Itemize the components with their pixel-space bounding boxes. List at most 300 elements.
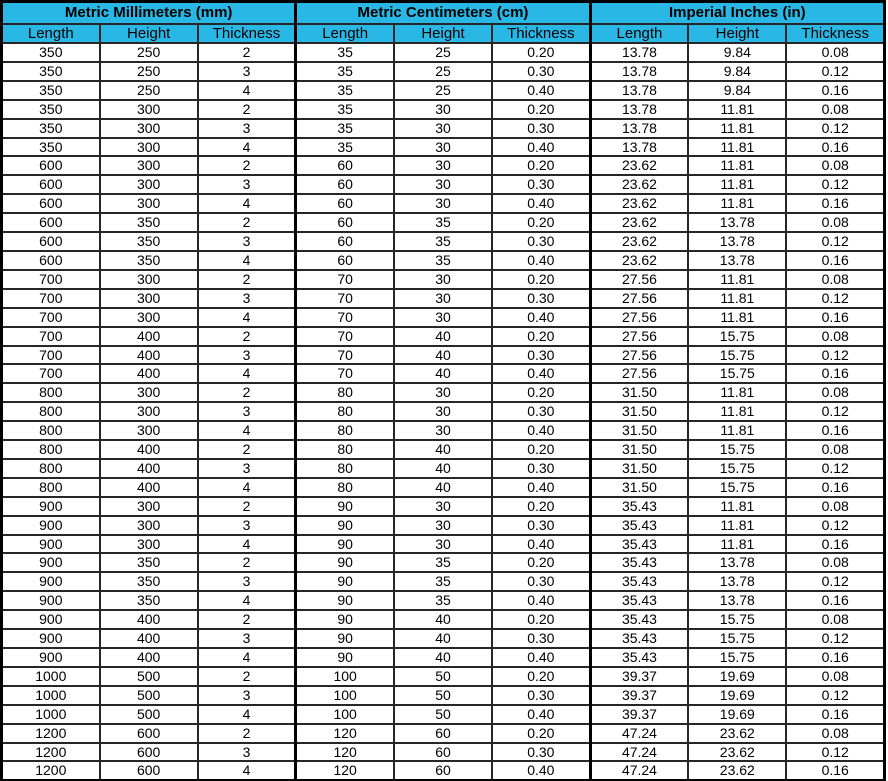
table-cell: 300 xyxy=(100,535,198,554)
table-cell: 0.40 xyxy=(492,251,590,270)
table-cell: 0.20 xyxy=(492,327,590,346)
table-row xyxy=(2,327,885,346)
table-cell: 700 xyxy=(2,364,100,383)
table-cell: 0.40 xyxy=(492,535,590,554)
table-cell: 0.30 xyxy=(492,175,590,194)
table-cell: 30 xyxy=(394,497,492,516)
table-cell: 900 xyxy=(2,516,100,535)
table-row xyxy=(2,743,885,762)
table-row xyxy=(2,761,885,780)
table-cell: 47.24 xyxy=(590,743,688,762)
table-cell: 31.50 xyxy=(590,383,688,402)
table-row xyxy=(2,119,885,138)
table-cell: 19.69 xyxy=(688,667,786,686)
table-cell: 0.40 xyxy=(492,194,590,213)
table-row xyxy=(2,81,885,100)
table-row xyxy=(2,308,885,327)
table-cell: 0.16 xyxy=(786,591,884,610)
table-cell: 11.81 xyxy=(688,194,786,213)
table-cell: 400 xyxy=(100,364,198,383)
table-cell: 0.20 xyxy=(492,724,590,743)
table-cell: 4 xyxy=(198,81,296,100)
table-cell: 2 xyxy=(198,667,296,686)
table-cell: 350 xyxy=(100,572,198,591)
table-cell: 35.43 xyxy=(590,629,688,648)
table-cell: 40 xyxy=(394,346,492,365)
table-cell: 11.81 xyxy=(688,516,786,535)
table-cell: 0.16 xyxy=(786,251,884,270)
table-cell: 1000 xyxy=(2,667,100,686)
table-cell: 11.81 xyxy=(688,156,786,175)
table-cell: 500 xyxy=(100,686,198,705)
table-cell: 400 xyxy=(100,459,198,478)
table-cell: 0.40 xyxy=(492,364,590,383)
table-cell: 350 xyxy=(100,553,198,572)
table-cell: 600 xyxy=(2,251,100,270)
table-cell: 0.08 xyxy=(786,724,884,743)
table-cell: 90 xyxy=(296,591,394,610)
table-cell: 35 xyxy=(296,62,394,81)
table-cell: 300 xyxy=(100,402,198,421)
table-cell: 0.20 xyxy=(492,383,590,402)
table-cell: 40 xyxy=(394,629,492,648)
table-cell: 13.78 xyxy=(590,43,688,62)
table-cell: 0.20 xyxy=(492,100,590,119)
table-row xyxy=(2,553,885,572)
table-cell: 0.16 xyxy=(786,648,884,667)
column-header-mm-thickness: Thickness xyxy=(198,24,296,43)
table-cell: 90 xyxy=(296,497,394,516)
table-cell: 90 xyxy=(296,572,394,591)
table-cell: 4 xyxy=(198,251,296,270)
table-cell: 900 xyxy=(2,572,100,591)
table-cell: 35.43 xyxy=(590,497,688,516)
table-cell: 30 xyxy=(394,383,492,402)
table-cell: 300 xyxy=(100,289,198,308)
table-cell: 47.24 xyxy=(590,724,688,743)
table-row xyxy=(2,289,885,308)
table-cell: 23.62 xyxy=(688,761,786,780)
table-cell: 0.12 xyxy=(786,516,884,535)
table-cell: 70 xyxy=(296,364,394,383)
table-cell: 0.40 xyxy=(492,308,590,327)
table-cell: 0.30 xyxy=(492,629,590,648)
table-row xyxy=(2,705,885,724)
table-cell: 47.24 xyxy=(590,761,688,780)
table-cell: 350 xyxy=(2,119,100,138)
table-cell: 600 xyxy=(100,743,198,762)
table-cell: 0.40 xyxy=(492,648,590,667)
table-cell: 11.81 xyxy=(688,175,786,194)
table-cell: 0.40 xyxy=(492,705,590,724)
table-cell: 800 xyxy=(2,478,100,497)
table-cell: 9.84 xyxy=(688,62,786,81)
table-cell: 30 xyxy=(394,535,492,554)
table-cell: 11.81 xyxy=(688,497,786,516)
table-cell: 35 xyxy=(296,138,394,157)
column-header-row xyxy=(2,24,885,43)
table-cell: 15.75 xyxy=(688,629,786,648)
table-cell: 35.43 xyxy=(590,572,688,591)
table-cell: 300 xyxy=(100,383,198,402)
table-cell: 40 xyxy=(394,459,492,478)
table-cell: 13.78 xyxy=(590,62,688,81)
table-cell: 60 xyxy=(296,251,394,270)
table-cell: 3 xyxy=(198,402,296,421)
table-cell: 2 xyxy=(198,327,296,346)
table-cell: 30 xyxy=(394,156,492,175)
table-cell: 15.75 xyxy=(688,459,786,478)
table-cell: 3 xyxy=(198,119,296,138)
table-cell: 4 xyxy=(198,478,296,497)
table-cell: 23.62 xyxy=(590,232,688,251)
table-cell: 23.62 xyxy=(688,724,786,743)
column-header-mm-length: Length xyxy=(2,24,100,43)
table-cell: 700 xyxy=(2,270,100,289)
table-cell: 350 xyxy=(2,62,100,81)
table-row xyxy=(2,591,885,610)
table-cell: 700 xyxy=(2,327,100,346)
table-cell: 15.75 xyxy=(688,478,786,497)
table-cell: 0.12 xyxy=(786,62,884,81)
table-cell: 350 xyxy=(2,138,100,157)
table-cell: 4 xyxy=(198,364,296,383)
table-cell: 35 xyxy=(296,81,394,100)
table-cell: 11.81 xyxy=(688,119,786,138)
table-cell: 300 xyxy=(100,119,198,138)
table-cell: 900 xyxy=(2,648,100,667)
table-cell: 70 xyxy=(296,289,394,308)
table-row xyxy=(2,213,885,232)
table-cell: 2 xyxy=(198,156,296,175)
table-cell: 13.78 xyxy=(590,81,688,100)
table-cell: 400 xyxy=(100,346,198,365)
table-cell: 60 xyxy=(394,724,492,743)
table-row xyxy=(2,686,885,705)
table-cell: 700 xyxy=(2,289,100,308)
table-row xyxy=(2,402,885,421)
table-cell: 0.16 xyxy=(786,421,884,440)
table-cell: 23.62 xyxy=(590,156,688,175)
table-cell: 30 xyxy=(394,421,492,440)
table-cell: 0.16 xyxy=(786,364,884,383)
table-cell: 0.20 xyxy=(492,553,590,572)
table-cell: 39.37 xyxy=(590,667,688,686)
table-cell: 0.08 xyxy=(786,213,884,232)
table-header xyxy=(2,2,885,44)
table-cell: 0.16 xyxy=(786,761,884,780)
table-cell: 15.75 xyxy=(688,364,786,383)
table-row xyxy=(2,724,885,743)
table-cell: 300 xyxy=(100,100,198,119)
table-cell: 4 xyxy=(198,705,296,724)
table-cell: 0.08 xyxy=(786,43,884,62)
table-cell: 0.12 xyxy=(786,572,884,591)
table-cell: 3 xyxy=(198,346,296,365)
table-cell: 23.62 xyxy=(590,194,688,213)
group-header-imperial-in: Imperial Inches (in) xyxy=(590,2,884,25)
table-row xyxy=(2,421,885,440)
table-cell: 300 xyxy=(100,308,198,327)
table-cell: 90 xyxy=(296,610,394,629)
table-cell: 1000 xyxy=(2,705,100,724)
table-cell: 500 xyxy=(100,667,198,686)
table-cell: 11.81 xyxy=(688,100,786,119)
column-header-cm-height: Height xyxy=(394,24,492,43)
table-cell: 600 xyxy=(2,232,100,251)
table-row xyxy=(2,156,885,175)
table-cell: 120 xyxy=(296,743,394,762)
table-cell: 0.20 xyxy=(492,440,590,459)
table-cell: 30 xyxy=(394,138,492,157)
table-cell: 0.40 xyxy=(492,81,590,100)
table-cell: 39.37 xyxy=(590,705,688,724)
table-cell: 0.12 xyxy=(786,346,884,365)
table-cell: 23.62 xyxy=(590,251,688,270)
table-cell: 0.12 xyxy=(786,119,884,138)
table-cell: 39.37 xyxy=(590,686,688,705)
table-cell: 4 xyxy=(198,308,296,327)
table-cell: 80 xyxy=(296,402,394,421)
table-cell: 0.12 xyxy=(786,175,884,194)
table-cell: 70 xyxy=(296,308,394,327)
table-cell: 13.78 xyxy=(688,553,786,572)
table-cell: 3 xyxy=(198,175,296,194)
table-cell: 350 xyxy=(100,251,198,270)
table-cell: 0.12 xyxy=(786,629,884,648)
table-cell: 15.75 xyxy=(688,440,786,459)
table-row xyxy=(2,459,885,478)
table-cell: 13.78 xyxy=(590,100,688,119)
table-row xyxy=(2,610,885,629)
table-cell: 0.30 xyxy=(492,232,590,251)
table-cell: 250 xyxy=(100,43,198,62)
table-cell: 0.20 xyxy=(492,610,590,629)
table-cell: 35.43 xyxy=(590,648,688,667)
table-cell: 900 xyxy=(2,629,100,648)
table-cell: 100 xyxy=(296,705,394,724)
table-cell: 0.30 xyxy=(492,346,590,365)
table-cell: 2 xyxy=(198,100,296,119)
table-cell: 80 xyxy=(296,478,394,497)
table-cell: 35 xyxy=(394,213,492,232)
table-cell: 30 xyxy=(394,289,492,308)
table-cell: 40 xyxy=(394,440,492,459)
table-row xyxy=(2,138,885,157)
table-cell: 31.50 xyxy=(590,478,688,497)
table-cell: 0.12 xyxy=(786,743,884,762)
table-cell: 25 xyxy=(394,43,492,62)
table-cell: 100 xyxy=(296,667,394,686)
table-cell: 800 xyxy=(2,459,100,478)
table-cell: 27.56 xyxy=(590,308,688,327)
table-cell: 500 xyxy=(100,705,198,724)
table-cell: 3 xyxy=(198,289,296,308)
table-cell: 1200 xyxy=(2,743,100,762)
table-cell: 80 xyxy=(296,421,394,440)
table-cell: 35 xyxy=(394,553,492,572)
table-cell: 900 xyxy=(2,497,100,516)
table-row xyxy=(2,629,885,648)
table-cell: 0.16 xyxy=(786,138,884,157)
table-cell: 250 xyxy=(100,62,198,81)
table-cell: 35 xyxy=(394,591,492,610)
table-cell: 600 xyxy=(100,761,198,780)
table-cell: 80 xyxy=(296,459,394,478)
table-cell: 350 xyxy=(2,100,100,119)
table-cell: 35.43 xyxy=(590,591,688,610)
table-cell: 50 xyxy=(394,686,492,705)
table-cell: 700 xyxy=(2,308,100,327)
table-cell: 350 xyxy=(2,43,100,62)
table-cell: 80 xyxy=(296,440,394,459)
table-cell: 70 xyxy=(296,327,394,346)
table-cell: 4 xyxy=(198,194,296,213)
table-cell: 23.62 xyxy=(688,743,786,762)
table-cell: 11.81 xyxy=(688,289,786,308)
table-cell: 3 xyxy=(198,232,296,251)
table-cell: 600 xyxy=(100,724,198,743)
table-cell: 0.30 xyxy=(492,516,590,535)
table-cell: 0.20 xyxy=(492,43,590,62)
table-cell: 13.78 xyxy=(688,213,786,232)
table-cell: 3 xyxy=(198,459,296,478)
table-cell: 2 xyxy=(198,270,296,289)
table-cell: 800 xyxy=(2,383,100,402)
table-cell: 0.08 xyxy=(786,610,884,629)
table-cell: 300 xyxy=(100,421,198,440)
table-cell: 2 xyxy=(198,43,296,62)
table-cell: 35 xyxy=(394,232,492,251)
table-cell: 90 xyxy=(296,553,394,572)
table-cell: 70 xyxy=(296,270,394,289)
table-cell: 0.12 xyxy=(786,232,884,251)
table-row xyxy=(2,478,885,497)
table-cell: 0.20 xyxy=(492,667,590,686)
table-cell: 1000 xyxy=(2,686,100,705)
table-cell: 0.08 xyxy=(786,553,884,572)
table-cell: 300 xyxy=(100,156,198,175)
table-cell: 800 xyxy=(2,440,100,459)
table-cell: 4 xyxy=(198,648,296,667)
table-cell: 4 xyxy=(198,535,296,554)
table-cell: 0.30 xyxy=(492,459,590,478)
table-cell: 11.81 xyxy=(688,138,786,157)
table-cell: 0.20 xyxy=(492,213,590,232)
table-cell: 0.12 xyxy=(786,459,884,478)
table-cell: 60 xyxy=(296,194,394,213)
table-cell: 90 xyxy=(296,629,394,648)
table-cell: 27.56 xyxy=(590,270,688,289)
table-cell: 35 xyxy=(394,572,492,591)
table-cell: 13.78 xyxy=(590,119,688,138)
table-cell: 30 xyxy=(394,194,492,213)
table-row xyxy=(2,364,885,383)
table-cell: 80 xyxy=(296,383,394,402)
table-cell: 0.30 xyxy=(492,572,590,591)
group-header-row xyxy=(2,2,885,25)
table-cell: 11.81 xyxy=(688,308,786,327)
table-cell: 0.40 xyxy=(492,478,590,497)
table-cell: 2 xyxy=(198,724,296,743)
table-cell: 0.30 xyxy=(492,119,590,138)
table-cell: 0.08 xyxy=(786,440,884,459)
table-cell: 0.30 xyxy=(492,743,590,762)
table-cell: 0.20 xyxy=(492,497,590,516)
column-header-in-length: Length xyxy=(590,24,688,43)
table-cell: 1200 xyxy=(2,724,100,743)
table-cell: 31.50 xyxy=(590,402,688,421)
table-cell: 900 xyxy=(2,535,100,554)
table-cell: 27.56 xyxy=(590,364,688,383)
table-cell: 900 xyxy=(2,610,100,629)
table-cell: 25 xyxy=(394,62,492,81)
table-cell: 35.43 xyxy=(590,535,688,554)
table-cell: 350 xyxy=(100,232,198,251)
table-cell: 40 xyxy=(394,364,492,383)
table-cell: 0.16 xyxy=(786,81,884,100)
table-row xyxy=(2,100,885,119)
table-row xyxy=(2,648,885,667)
table-cell: 31.50 xyxy=(590,440,688,459)
table-cell: 27.56 xyxy=(590,289,688,308)
table-row xyxy=(2,43,885,62)
table-cell: 350 xyxy=(2,81,100,100)
column-header-in-height: Height xyxy=(688,24,786,43)
table-cell: 35.43 xyxy=(590,553,688,572)
table-cell: 3 xyxy=(198,743,296,762)
table-cell: 60 xyxy=(394,743,492,762)
table-cell: 350 xyxy=(100,213,198,232)
table-cell: 90 xyxy=(296,648,394,667)
table-cell: 120 xyxy=(296,761,394,780)
table-cell: 0.40 xyxy=(492,761,590,780)
table-cell: 2 xyxy=(198,213,296,232)
table-cell: 400 xyxy=(100,327,198,346)
table-cell: 2 xyxy=(198,440,296,459)
table-cell: 30 xyxy=(394,270,492,289)
table-cell: 100 xyxy=(296,686,394,705)
table-cell: 3 xyxy=(198,62,296,81)
table-cell: 40 xyxy=(394,648,492,667)
table-cell: 2 xyxy=(198,497,296,516)
table-cell: 40 xyxy=(394,327,492,346)
table-cell: 0.16 xyxy=(786,308,884,327)
table-cell: 9.84 xyxy=(688,81,786,100)
table-cell: 0.16 xyxy=(786,478,884,497)
table-cell: 35 xyxy=(296,100,394,119)
table-row xyxy=(2,667,885,686)
table-cell: 300 xyxy=(100,497,198,516)
table-cell: 15.75 xyxy=(688,346,786,365)
table-cell: 0.16 xyxy=(786,705,884,724)
table-cell: 15.75 xyxy=(688,610,786,629)
table-cell: 11.81 xyxy=(688,270,786,289)
table-cell: 350 xyxy=(100,591,198,610)
table-row xyxy=(2,194,885,213)
table-cell: 60 xyxy=(394,761,492,780)
table-cell: 0.20 xyxy=(492,270,590,289)
column-header-in-thickness: Thickness xyxy=(786,24,884,43)
table-cell: 1200 xyxy=(2,761,100,780)
table-cell: 30 xyxy=(394,119,492,138)
table-cell: 2 xyxy=(198,383,296,402)
table-cell: 2 xyxy=(198,553,296,572)
table-cell: 700 xyxy=(2,346,100,365)
table-cell: 40 xyxy=(394,610,492,629)
table-cell: 2 xyxy=(198,610,296,629)
table-cell: 800 xyxy=(2,402,100,421)
